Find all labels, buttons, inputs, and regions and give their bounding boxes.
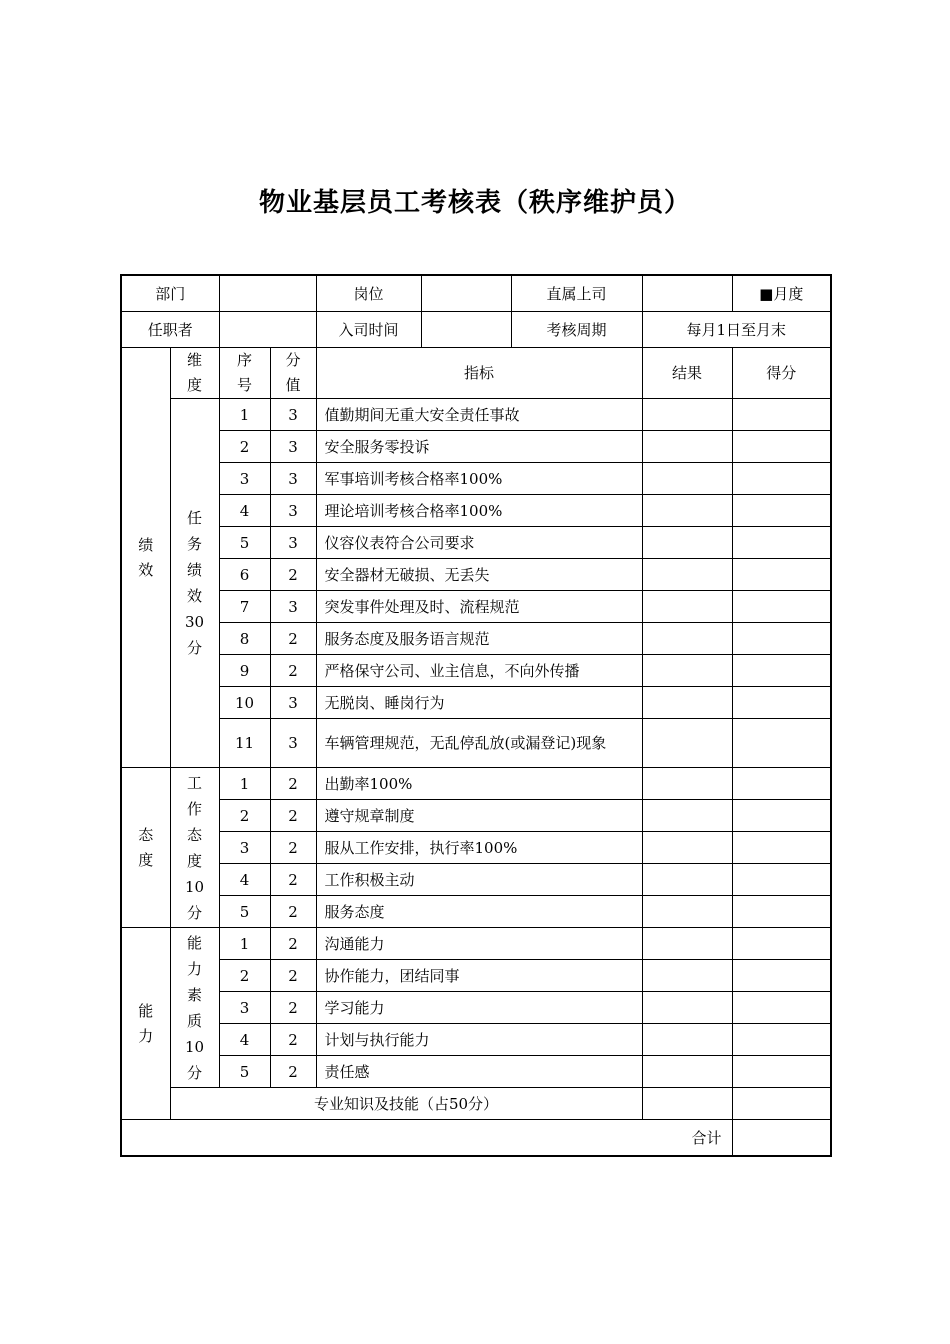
indicator-cell: 协作能力，团结同事: [316, 960, 642, 992]
result-field[interactable]: [642, 896, 732, 928]
score-cell: 3: [270, 463, 316, 495]
result-field[interactable]: [642, 687, 732, 719]
boss-label: 直属上司: [511, 275, 642, 312]
got-field[interactable]: [732, 992, 831, 1024]
got-field[interactable]: [732, 768, 831, 800]
score-cell: 2: [270, 1056, 316, 1088]
table-row: [121, 896, 831, 928]
evaluation-table: [120, 274, 832, 1157]
indicator-cell: 无脱岗、睡岗行为: [316, 687, 642, 719]
score-cell: 2: [270, 623, 316, 655]
indicator-cell: 仪容仪表符合公司要求: [316, 527, 642, 559]
seq-cell: 2: [219, 431, 270, 463]
table-row: [121, 399, 831, 431]
indicator-cell: 理论培训考核合格率100%: [316, 495, 642, 527]
table-row: [121, 463, 831, 495]
indicator-cell: 服务态度: [316, 896, 642, 928]
score-cell: 2: [270, 960, 316, 992]
indicator-cell: 责任感: [316, 1056, 642, 1088]
join-date-label: 入司时间: [316, 312, 421, 348]
got-field[interactable]: [732, 896, 831, 928]
score-cell: 2: [270, 559, 316, 591]
table-row: [121, 591, 831, 623]
score-cell: 3: [270, 495, 316, 527]
seq-cell: 1: [219, 928, 270, 960]
score-cell: 2: [270, 655, 316, 687]
table-row: [121, 928, 831, 960]
total-label: 合计: [121, 1120, 732, 1157]
seq-cell: 4: [219, 1024, 270, 1056]
table-row: [121, 559, 831, 591]
indicator-cell: 车辆管理规范，无乱停乱放(或漏登记)现象: [316, 719, 642, 768]
table-row: [121, 623, 831, 655]
score-cell: 3: [270, 527, 316, 559]
period-value: 每月1日至月末: [642, 312, 831, 348]
period-label: 考核周期: [511, 312, 642, 348]
score-cell: 2: [270, 832, 316, 864]
professional-got-field[interactable]: [732, 1088, 831, 1120]
dept-value-field[interactable]: [219, 275, 316, 312]
got-field[interactable]: [732, 623, 831, 655]
indicator-cell: 安全服务零投诉: [316, 431, 642, 463]
result-field[interactable]: [642, 800, 732, 832]
got-field[interactable]: [732, 864, 831, 896]
table-row: [121, 495, 831, 527]
table-row: [121, 719, 831, 768]
result-field[interactable]: [642, 832, 732, 864]
table-row: [121, 768, 831, 800]
dept-label: 部门: [121, 275, 219, 312]
score-cell: 2: [270, 992, 316, 1024]
score-cell: 3: [270, 719, 316, 768]
seq-cell: 4: [219, 495, 270, 527]
indicator-cell: 学习能力: [316, 992, 642, 1024]
got-field[interactable]: [732, 463, 831, 495]
score-cell: 3: [270, 399, 316, 431]
got-field[interactable]: [732, 527, 831, 559]
dimension-cell: 能 力 素 质 10 分: [170, 928, 219, 1088]
professional-result-field[interactable]: [642, 1088, 732, 1120]
result-field[interactable]: [642, 864, 732, 896]
join-date-field[interactable]: [421, 312, 511, 348]
indicator-cell: 安全器材无破损、无丢失: [316, 559, 642, 591]
got-field[interactable]: [732, 960, 831, 992]
table-row: [121, 687, 831, 719]
seq-header: 序 号: [219, 348, 270, 399]
indicator-cell: 沟通能力: [316, 928, 642, 960]
got-field[interactable]: [732, 559, 831, 591]
category-cell: 态 度: [121, 768, 170, 928]
post-value-field[interactable]: [421, 275, 511, 312]
indicator-cell: 严格保守公司、业主信息，不向外传播: [316, 655, 642, 687]
column-header-row: [121, 348, 831, 399]
result-field[interactable]: [642, 399, 732, 431]
indicator-cell: 服从工作安排，执行率100%: [316, 832, 642, 864]
professional-row: [121, 1088, 831, 1120]
seq-cell: 2: [219, 800, 270, 832]
got-field[interactable]: [732, 495, 831, 527]
seq-cell: 5: [219, 527, 270, 559]
table-row: [121, 1056, 831, 1088]
seq-cell: 10: [219, 687, 270, 719]
seq-cell: 3: [219, 463, 270, 495]
score-cell: 2: [270, 896, 316, 928]
seq-cell: 8: [219, 623, 270, 655]
seq-cell: 11: [219, 719, 270, 768]
seq-cell: 1: [219, 399, 270, 431]
boss-value-field[interactable]: [642, 275, 732, 312]
got-field[interactable]: [732, 591, 831, 623]
result-field[interactable]: [642, 495, 732, 527]
score-header: 分 值: [270, 348, 316, 399]
seq-cell: 4: [219, 864, 270, 896]
holder-value-field[interactable]: [219, 312, 316, 348]
indicator-cell: 值勤期间无重大安全责任事故: [316, 399, 642, 431]
result-field[interactable]: [642, 992, 732, 1024]
result-field[interactable]: [642, 623, 732, 655]
score-cell: 3: [270, 431, 316, 463]
seq-cell: 1: [219, 768, 270, 800]
indicator-cell: 军事培训考核合格率100%: [316, 463, 642, 495]
seq-cell: 5: [219, 896, 270, 928]
total-field[interactable]: [732, 1120, 831, 1157]
category-cell: 绩 效: [121, 348, 170, 768]
got-field[interactable]: [732, 719, 831, 768]
got-field[interactable]: [732, 687, 831, 719]
score-cell: 2: [270, 768, 316, 800]
score-cell: 2: [270, 1024, 316, 1056]
seq-cell: 3: [219, 832, 270, 864]
result-field[interactable]: [642, 960, 732, 992]
table-row: [121, 655, 831, 687]
result-header: 结果: [642, 348, 732, 399]
table-row: [121, 864, 831, 896]
result-field[interactable]: [642, 1056, 732, 1088]
seq-cell: 2: [219, 960, 270, 992]
dimension-header: 维 度: [170, 348, 219, 399]
score-cell: 3: [270, 591, 316, 623]
indicator-cell: 计划与执行能力: [316, 1024, 642, 1056]
indicator-cell: 突发事件处理及时、流程规范: [316, 591, 642, 623]
table-row: [121, 527, 831, 559]
table-row: [121, 1024, 831, 1056]
table-row: [121, 992, 831, 1024]
result-field[interactable]: [642, 719, 732, 768]
indicator-cell: 工作积极主动: [316, 864, 642, 896]
got-field[interactable]: [732, 655, 831, 687]
total-row: [121, 1120, 831, 1157]
score-cell: 2: [270, 864, 316, 896]
table-row: [121, 431, 831, 463]
score-cell: 2: [270, 800, 316, 832]
indicator-cell: 出勤率100%: [316, 768, 642, 800]
indicator-cell: 遵守规章制度: [316, 800, 642, 832]
result-field[interactable]: [642, 527, 732, 559]
result-field[interactable]: [642, 463, 732, 495]
result-field[interactable]: [642, 591, 732, 623]
seq-cell: 6: [219, 559, 270, 591]
table-row: [121, 832, 831, 864]
professional-label: 专业知识及技能（占50分）: [170, 1088, 642, 1120]
indicator-cell: 服务态度及服务语言规范: [316, 623, 642, 655]
got-field[interactable]: [732, 800, 831, 832]
indicator-header: 指标: [316, 348, 642, 399]
dimension-cell: 任 务 绩 效 30 分: [170, 399, 219, 768]
result-field[interactable]: [642, 655, 732, 687]
got-field[interactable]: [732, 1056, 831, 1088]
seq-cell: 5: [219, 1056, 270, 1088]
got-field[interactable]: [732, 1024, 831, 1056]
result-field[interactable]: [642, 559, 732, 591]
seq-cell: 7: [219, 591, 270, 623]
header-row-2: [121, 312, 831, 348]
dimension-cell: 工 作 态 度 10 分: [170, 768, 219, 928]
header-row-1: [121, 275, 831, 312]
got-field[interactable]: [732, 431, 831, 463]
holder-label: 任职者: [121, 312, 219, 348]
got-field[interactable]: [732, 928, 831, 960]
score-cell: 3: [270, 687, 316, 719]
got-header: 得分: [732, 348, 831, 399]
result-field[interactable]: [642, 431, 732, 463]
result-field[interactable]: [642, 928, 732, 960]
month-checkbox-label[interactable]: ■月度: [732, 275, 831, 312]
result-field[interactable]: [642, 768, 732, 800]
post-label: 岗位: [316, 275, 421, 312]
page-title: 物业基层员工考核表（秩序维护员）: [258, 188, 691, 218]
table-row: [121, 960, 831, 992]
table-row: [121, 800, 831, 832]
seq-cell: 3: [219, 992, 270, 1024]
got-field[interactable]: [732, 832, 831, 864]
got-field[interactable]: [732, 399, 831, 431]
category-cell: 能 力: [121, 928, 170, 1120]
result-field[interactable]: [642, 1024, 732, 1056]
seq-cell: 9: [219, 655, 270, 687]
score-cell: 2: [270, 928, 316, 960]
